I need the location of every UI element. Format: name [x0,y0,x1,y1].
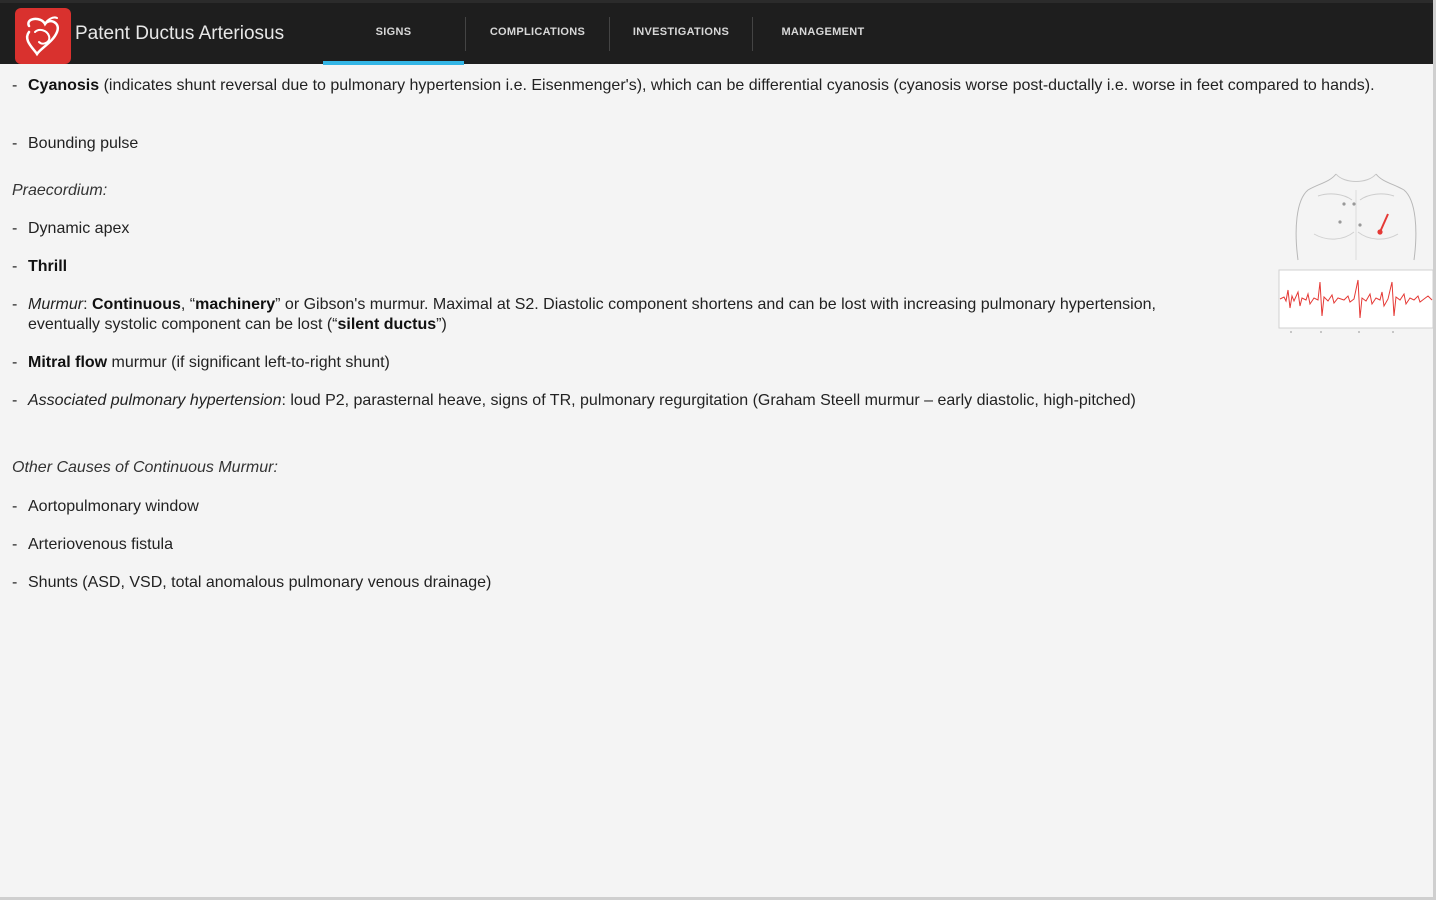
murmur-label: Murmur [28,296,84,313]
other-causes-heading: Other Causes of Continuous Murmur: [12,459,278,476]
murmur-continuous: Continuous [92,296,181,313]
murmur-colon: : [83,296,92,313]
tab-label: COMPLICATIONS [489,26,586,38]
tab-signs[interactable] [323,3,464,64]
list-item: - Arteriovenous fistula [12,536,173,553]
list-item: - Dynamic apex [12,220,130,237]
tab-management[interactable] [753,3,893,64]
tab-investigations[interactable] [610,3,752,64]
tab-complications[interactable] [466,3,609,64]
list-item: - Shunts (ASD, VSD, total anomalous pulmonary venous drainage) [12,574,492,591]
heart-logo-icon[interactable] [15,8,71,64]
assoc-ph-label: Associated pulmonary hypertension [28,392,282,409]
action-bar [0,0,1436,64]
tab-active-indicator [323,61,464,65]
cyanosis-term: Cyanosis [28,77,100,94]
mitral-flow-term: Mitral flow [28,354,108,371]
list-item: - Murmur: Continuous, “machinery” or Gibson's murmur. Maximal at S2. Diastolic component shortens and can be lost with increasing pulmonary hypertension, eventually systolic component can be lost (“silent ductus”) [12,296,1156,333]
chest-auscultation-icon [1278,170,1434,335]
list-item: - Associated pulmonary hypertension: loud P2, parasternal heave, signs of TR, pulmonary regurgitation (Graham Steell murmur – early diastolic, high-pitched) [12,392,1136,409]
dynamic-apex: Dynamic apex [28,220,130,237]
aortopulmonary-window: Aortopulmonary window [28,498,199,515]
shunts: Shunts (ASD, VSD, total anomalous pulmonary venous drainage) [28,574,492,591]
tab-label: INVESTIGATIONS [632,26,730,38]
tab-label: SIGNS [375,26,412,38]
tab-label: MANAGEMENT [781,26,865,38]
murmur-text-end: ”) [436,316,447,333]
list-item: - Mitral flow murmur (if significant left-to-right shunt) [12,354,390,371]
auscultation-figure[interactable] [1278,170,1434,335]
list-item: - Aortopulmonary window [12,498,199,515]
app-title: Patent Ductus Arteriosus [75,23,285,44]
praecordium-heading: Praecordium: [12,182,108,199]
arteriovenous-fistula: Arteriovenous fistula [28,536,173,553]
cyanosis-text: (indicates shunt reversal due to pulmonary hypertension i.e. Eisenmenger's), which can be differential cyanosis (cyanosis worse post-ductally i.e. worse in feet compared to hands). [99,77,1375,94]
murmur-silent-ductus: silent ductus [337,316,437,333]
assoc-ph-text: : loud P2, parasternal heave, signs of TR, pulmonary regurgitation (Graham Steell murmur – early diastolic, high-pitched) [281,392,1136,409]
mitral-flow-text: murmur (if significant left-to-right shunt) [107,354,390,371]
list-item: - Thrill [12,258,68,275]
bounding-pulse: Bounding pulse [28,135,139,152]
murmur-comma: , “ [180,296,196,313]
list-item: - Cyanosis (indicates shunt reversal due to pulmonary hypertension i.e. Eisenmenger's), which can be differential cyanosis (cyanosis worse post-ductally i.e. worse in feet compared to hands). [12,77,1375,94]
murmur-text: ” or Gibson's murmur. Maximal at S2. Diastolic component shortens and can be lost with increasing pulmonary hypertension, eventually systolic component can be lost (“ [28,296,1156,333]
list-item: - Bounding pulse [12,135,139,152]
murmur-machinery: machinery [195,296,276,313]
thrill: Thrill [28,258,68,275]
